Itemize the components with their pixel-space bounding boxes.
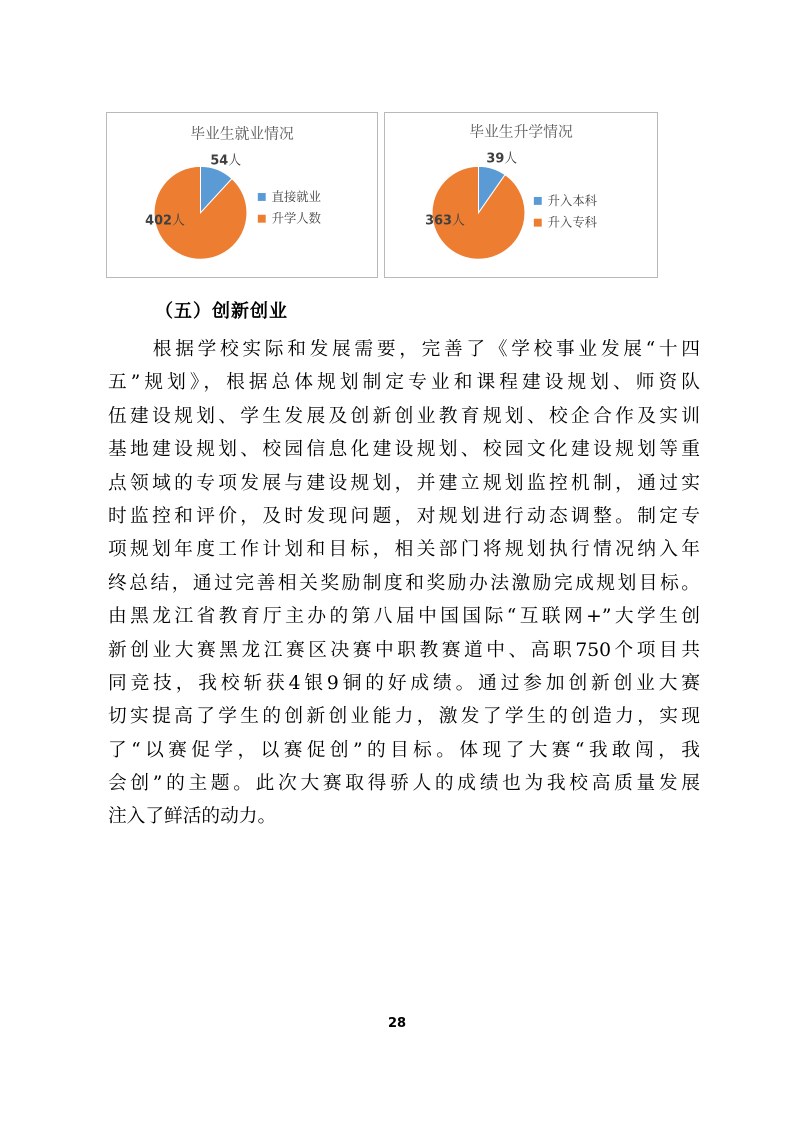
data-label-value: 39 — [486, 151, 505, 167]
employment-pie-svg — [107, 113, 377, 277]
paragraph-line: 了“以赛促学，以赛促创”的目标。体现了大赛“我敢闯，我 — [108, 739, 700, 761]
data-label-value: 363 — [425, 213, 452, 229]
data-label-0 — [486, 151, 517, 166]
employment-pie-chart — [106, 112, 378, 278]
paragraph-line: 伍建设规划、学生发展及创新创业教育规划、校企合作及实训 — [108, 405, 700, 427]
data-label-unit: 人 — [228, 153, 242, 169]
legend-swatch-1 — [534, 219, 542, 227]
legend-swatch-0 — [534, 197, 542, 205]
paragraph-line: 由黑龙江省教育厅主办的第八届中国国际“互联网+”大学生创 — [108, 606, 700, 628]
body-paragraph — [108, 333, 700, 834]
paragraph-line: 会创”的主题。此次大赛取得骄人的成绩也为我校高质量发展 — [108, 773, 700, 795]
paragraph-line: 项规划年度工作计划和目标，相关部门将规划执行情况纳入年 — [108, 539, 700, 561]
data-label-value: 54 — [210, 153, 229, 169]
data-label-value: 402 — [145, 213, 172, 229]
legend-label-0: 升入本科 — [547, 193, 598, 208]
legend-label-1: 升入专科 — [547, 215, 598, 230]
legend-swatch-0 — [258, 193, 266, 201]
paragraph-line: 切实提高了学生的创新创业能力，激发了学生的创造力，实现 — [108, 706, 700, 728]
paragraph-line: 根据学校实际和发展需要，完善了《学校事业发展“十四 — [108, 339, 700, 360]
legend-swatch-1 — [258, 215, 266, 223]
legend-label-1: 升学人数 — [271, 211, 321, 226]
further-study-pie-svg — [385, 113, 657, 277]
chart-title: 毕业生就业情况 — [190, 125, 294, 143]
paragraph-line: 基地建设规划、校园信息化建设规划、校园文化建设规划等重 — [108, 439, 700, 461]
paragraph-line: 注入了鲜活的动力。 — [108, 806, 277, 828]
paragraph-line: 终总结，通过完善相关奖励制度和奖励办法激励完成规划目标。 — [108, 572, 700, 594]
data-label-0 — [210, 153, 241, 168]
data-label-unit: 人 — [171, 213, 185, 229]
data-label-1 — [425, 214, 465, 229]
page-number: 28 — [387, 1016, 407, 1031]
further-study-pie-chart — [384, 112, 658, 278]
data-label-1 — [145, 214, 185, 229]
paragraph-line: 点领域的专项发展与建设规划，并建立规划监控机制，通过实 — [108, 472, 700, 494]
data-label-unit: 人 — [451, 213, 465, 229]
paragraph-line: 新创业大赛黑龙江赛区决赛中职教赛道中、高职750个项目共 — [108, 639, 700, 661]
paragraph-line: 同竞技，我校斩获4银9铜的好成绩。通过参加创新创业大赛 — [108, 672, 700, 694]
chart-title: 毕业生升学情况 — [469, 123, 573, 141]
section-heading: （五）创新创业 — [155, 301, 288, 322]
legend-label-0: 直接就业 — [271, 189, 321, 204]
paragraph-line: 五”规划》，根据总体规划制定专业和课程建设规划、师资队 — [108, 372, 700, 394]
paragraph-line: 时监控和评价，及时发现问题，对规划进行动态调整。制定专 — [108, 505, 700, 527]
data-label-unit: 人 — [504, 151, 518, 167]
